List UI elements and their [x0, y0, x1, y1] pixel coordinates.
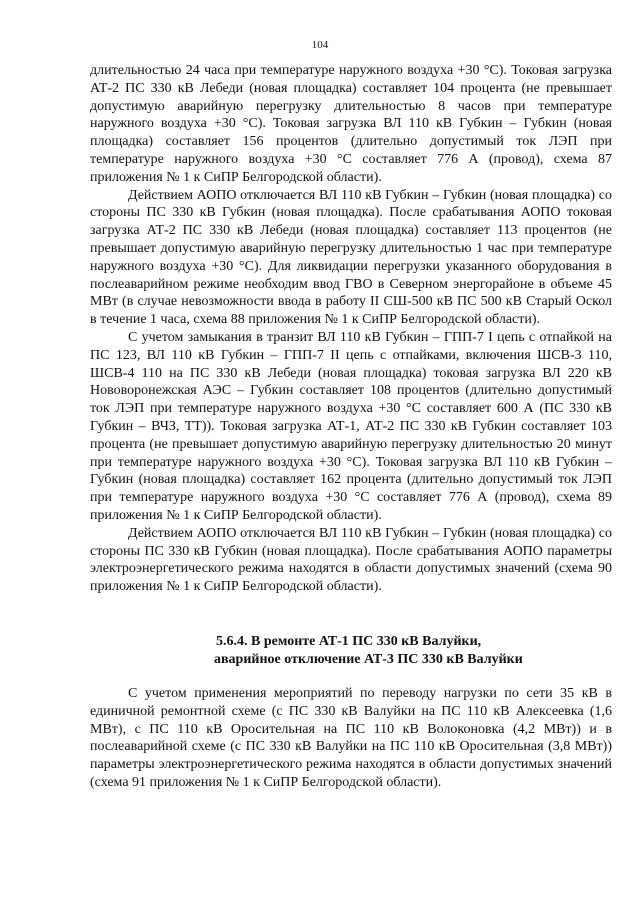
section-heading [90, 633, 612, 669]
document-body [90, 62, 612, 792]
paragraph-section-text: С учетом применения мероприятий по переводу нагрузки по сети 35 кВ в единичной ремонтной схеме (с ПС 330 кВ Валуйки на ПС 110 кВ Алексеевка (1,6 МВт), с ПС 110 кВ Оросительная на ПС 110 кВ Волоконовка (4,2 МВт)) и в послеаварийной схеме (с ПС 330 кВ Валуйки на ПС 110 кВ Оросительная (3,8 МВт)) параметры электроэнергетического режима находятся в области допустимых значений (схема 91 приложения № 1 к СиПР Белгородской области). [90, 685, 612, 790]
section-heading-line-1: 5.6.4. В ремонте АТ-1 ПС 330 кВ Валуйки, [216, 633, 482, 649]
paragraph-transit: С учетом замыкания в транзит ВЛ 110 кВ Губкин – ГПП-7 I цепь с отпайкой на ПС 123, ВЛ 110 кВ Губкин – ГПП-7 II цепь с отпайками, включения ШСВ-3 110, ШСВ-4 110 на ПС 330 кВ Лебеди (новая площадка) токовая загрузка ВЛ 220 кВ Нововоронежская АЭС – Губкин составляет 108 процентов (длительно допустимый ток ЛЭП при температуре наружного воздуха +30 °С составляет 600 А (ПС 330 кВ Губкин – ВЧЗ, ТТ)). Токовая загрузка АТ-1, АТ-2 ПС 330 кВ Губкин составляет 103 процента (не превышает допустимую аварийную перегрузку длительностью 20 минут при температуре наружного воздуха +30 °С). Токовая загрузка ВЛ 110 кВ Губкин – Губкин (новая площадка) составляет 162 процента (длительно допустимый ток ЛЭП при температуре наружного воздуха +30 °С составляет 776 А (провод), схема 89 приложения № 1 к СиПР Белгородской области). [90, 329, 612, 523]
paragraph-continuation: длительностью 24 часа при температуре наружного воздуха +30 °С). Токовая загрузка АТ-2 ПС 330 кВ Лебеди (новая площадка) составляет 104 процента (не превышает допустимую аварийную перегрузку длительностью 8 часов при температуре наружного воздуха +30 °С). Токовая загрузка ВЛ 110 кВ Губкин – Губкин (новая площадка) составляет 156 процентов (длительно допустимый ток ЛЭП при температуре наружного воздуха +30 °С составляет 776 А (провод), схема 87 приложения № 1 к СиПР Белгородской области). [90, 63, 612, 185]
paragraph-aopo-2: Действием АОПО отключается ВЛ 110 кВ Губкин – Губкин (новая площадка) со стороны ПС 330 кВ Губкин (новая площадка). После срабатывания АОПО параметры электроэнергетического режима находятся в области допустимых значений (схема 90 приложения № 1 к СиПР Белгородской области). [90, 525, 612, 595]
page-number: 104 [311, 39, 329, 51]
section-heading-line-2: аварийное отключение АТ-3 ПС 330 кВ Валуйки [214, 651, 523, 667]
paragraph-aopo-1: Действием АОПО отключается ВЛ 110 кВ Губкин – Губкин (новая площадка) со стороны ПС 330 кВ Губкин (новая площадка). После срабатывания АОПО токовая загрузка АТ-2 ПС 330 кВ Лебеди (новая площадка) составляет 113 процентов (не превышает допустимую аварийную перегрузку длительностью 1 час при температуре наружного воздуха +30 °С). Для ликвидации перегрузки указанного оборудования в послеаварийном режиме необходим ввод ГВО в Северном энергорайоне в объеме 45 МВт (в случае невозможности ввода в работу II СШ-500 кВ ПС 500 кВ Старый Оскол в течение 1 часа, схема 88 приложения № 1 к СиПР Белгородской области). [90, 187, 612, 328]
